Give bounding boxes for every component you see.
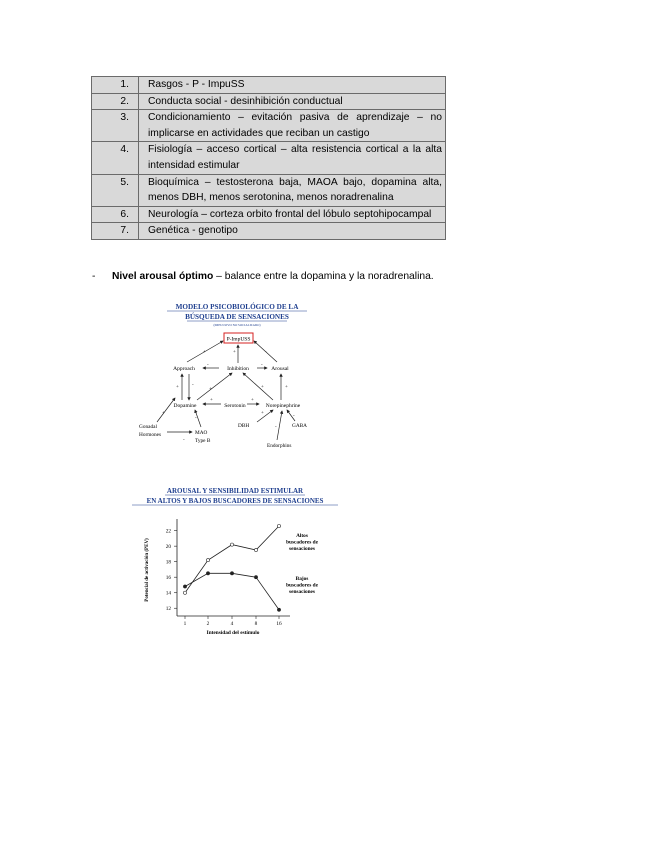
- svg-text:+: +: [176, 385, 179, 390]
- row-number: 3.: [92, 110, 139, 142]
- x-tick-label: 2: [206, 621, 210, 627]
- chart-marks: [166, 524, 319, 627]
- svg-text:+: +: [251, 398, 254, 403]
- data-point: [206, 572, 209, 575]
- table-row: [92, 77, 446, 94]
- svg-text:+: +: [261, 385, 264, 390]
- chart-title-line1: AROUSAL Y SENSIBILIDAD ESTIMULAR: [166, 487, 304, 495]
- series-label: buscadores de: [286, 539, 318, 546]
- series-label: buscadores de: [286, 582, 318, 589]
- node-gonadal: Gonadal: [139, 424, 157, 430]
- node-mao-type-b: Type B: [195, 438, 211, 444]
- data-point: [277, 608, 280, 611]
- arousal-chart-figure: [130, 484, 345, 644]
- row-number: 7.: [92, 223, 139, 240]
- y-tick-label: 14: [165, 590, 171, 597]
- bullet-bold-text: Nivel arousal óptimo: [112, 271, 214, 282]
- y-tick-label: 22: [165, 528, 171, 535]
- x-tick-label: 8: [254, 621, 258, 627]
- data-point: [230, 572, 233, 575]
- series-line: [185, 573, 279, 609]
- row-number: 5.: [92, 174, 139, 206]
- svg-text:+: +: [233, 350, 236, 355]
- svg-text:+: +: [203, 350, 206, 355]
- row-number: 6.: [92, 206, 139, 223]
- row-text: Condicionamiento – evitación pasiva de aprendizaje – no implicarse en actividades que reciban un castigo: [139, 110, 446, 142]
- data-point: [254, 576, 257, 579]
- x-tick-label: 1: [183, 621, 187, 627]
- y-axis-label: Potencial de activación (PEV): [145, 538, 150, 602]
- data-point: [183, 591, 186, 594]
- data-point: [230, 543, 233, 546]
- y-tick-label: 12: [165, 606, 171, 613]
- svg-text:-: -: [265, 350, 267, 355]
- svg-text:-: -: [293, 414, 295, 419]
- svg-text:-: -: [195, 416, 197, 421]
- x-tick-label: 4: [230, 621, 234, 627]
- node-mao: MAO: [195, 430, 208, 436]
- series-label: Bajos: [295, 576, 309, 582]
- diagram-subtitle: (IMPULSIVO NO SOCIALIZADO): [213, 323, 261, 327]
- row-number: 1.: [92, 77, 139, 94]
- bullet-item: [92, 270, 552, 284]
- psychobiological-model-figure: [137, 300, 367, 460]
- diagram-title-line2: BÚSQUEDA DE SENSACIONES: [185, 313, 289, 321]
- node-dbh: DBH: [238, 423, 250, 429]
- node-norepinephrine: Norepinephrine: [265, 403, 301, 409]
- svg-text:+: +: [210, 398, 213, 403]
- svg-text:+: +: [261, 411, 264, 416]
- svg-text:-: -: [261, 363, 263, 368]
- y-tick-label: 20: [165, 543, 171, 550]
- y-tick-label: 18: [165, 559, 171, 566]
- svg-text:-: -: [192, 383, 194, 388]
- row-text: Genética - genotipo: [139, 223, 446, 240]
- svg-text:+: +: [209, 387, 212, 392]
- x-axis-label: Intensidad del estímulo: [206, 630, 260, 636]
- data-point: [254, 548, 257, 551]
- node-endorphins: Endorphins: [267, 443, 292, 449]
- table-row: [92, 206, 446, 223]
- diagram-title-line1: MODELO PSICOBIOLÓGICO DE LA: [175, 303, 299, 311]
- row-text: Bioquímica – testosterona baja, MAOA bajo, dopamina alta, menos DBH, menos serotonina, menos noradrenalina: [139, 174, 446, 206]
- table-row: [92, 142, 446, 174]
- chart-title-line2: EN ALTOS Y BAJOS BUSCADORES DE SENSACIONES: [146, 497, 324, 505]
- table-row: [92, 223, 446, 240]
- svg-text:-: -: [207, 363, 209, 368]
- row-text: Fisiología – acceso cortical – alta resistencia cortical a la alta intensidad estimular: [139, 142, 446, 174]
- row-number: 2.: [92, 93, 139, 110]
- svg-text:+: +: [285, 385, 288, 390]
- series-line: [185, 526, 279, 593]
- node-hormones: Hormones: [139, 432, 162, 438]
- node-dopamine: Dopamine: [173, 403, 197, 409]
- row-text: Neurología – corteza orbito frontal del lóbulo septohipocampal: [139, 206, 446, 223]
- series-label: Altos: [296, 533, 308, 539]
- node-approach: Approach: [173, 366, 195, 372]
- node-arousal: Arousal: [271, 366, 289, 372]
- row-number: 4.: [92, 142, 139, 174]
- table-row: [92, 174, 446, 206]
- node-gaba: GABA: [292, 423, 308, 429]
- node-p-impuss: P-ImpUSS: [226, 336, 251, 343]
- row-text: Conducta social - desinhibición conductual: [139, 93, 446, 110]
- data-point: [277, 524, 280, 527]
- arousal-chart: [130, 484, 345, 644]
- series-label: sensaciones: [289, 546, 315, 552]
- table-row: [92, 93, 446, 110]
- svg-text:-: -: [183, 438, 185, 443]
- series-label: sensaciones: [289, 589, 315, 595]
- x-tick-label: 16: [276, 621, 282, 627]
- model-diagram: [137, 300, 367, 460]
- svg-text:+: +: [162, 411, 165, 416]
- numbered-table: [91, 76, 446, 240]
- svg-text:-: -: [275, 425, 277, 430]
- data-point: [206, 559, 209, 562]
- table-row: [92, 110, 446, 142]
- bullet-dash: -: [92, 271, 96, 282]
- row-text: Rasgos - P - ImpuSS: [139, 77, 446, 94]
- node-inhibition: Inhibition: [227, 366, 249, 372]
- node-serotonin: Serotonin: [224, 403, 246, 409]
- y-tick-label: 16: [165, 575, 171, 581]
- data-point: [183, 585, 186, 588]
- bullet-text: – balance entre la dopamina y la noradrenalina.: [213, 271, 434, 282]
